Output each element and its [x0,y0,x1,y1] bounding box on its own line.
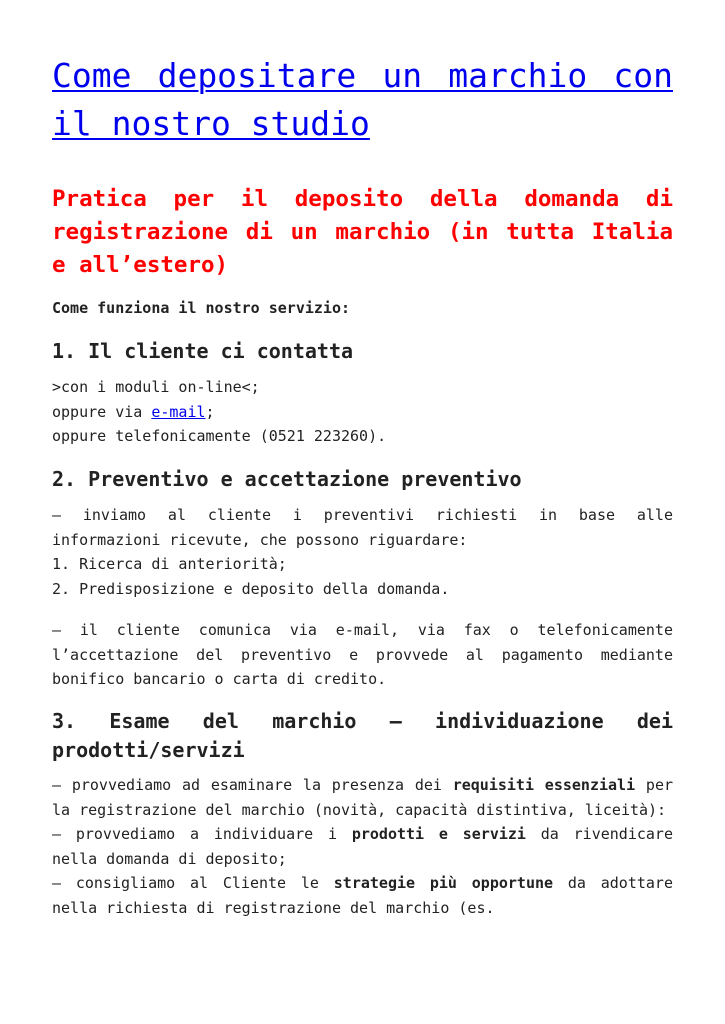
step1-line2 [52,400,673,425]
step3-a-bold: requisiti essenziali [452,776,636,794]
step3-item-c [52,871,673,920]
step1-text [52,375,673,449]
step1-line1: >con i moduli on-line<; [52,378,260,396]
step2-paragraph2: – il cliente comunica via e-mail, via fax o telefonicamente l’accettazione del preventivo e provvede al pagamento mediante bonifico bancario o carta di credito. [52,621,673,688]
step2-paragraph1 [52,503,673,601]
step3-b-suffix: da rivendicare nella domanda di deposito; [52,825,673,868]
step2-heading: 2. Preventivo e accettazione preventivo [52,467,522,491]
step3-b-prefix: – provvediamo a individuare i [52,825,352,843]
step3-paragraph [52,773,673,920]
step2-p1-item2: 2. Predisposizione e deposito della domanda. [52,579,450,598]
step3-item-a [52,773,673,822]
step3-c-suffix: da adottare nella richiesta di registrazione del marchio (es. [52,874,673,917]
step2-p1-line2: informazioni ricevute, che possono riguardare: [52,530,468,549]
step3-a-prefix: – provvediamo ad esaminare la presenza dei [52,776,453,794]
step2-p1-item1: 1. Ricerca di anteriorità; [52,555,287,573]
step3-item-b [52,822,673,871]
step1-heading: 1. Il cliente ci contatta [52,339,354,363]
step1-line3: oppure telefonicamente (0521 223260). [52,427,387,445]
step1-line2-suffix: ; [205,402,215,421]
step3-heading: 3. Esame del marchio – individuazione dei prodotti/servizi [52,709,673,762]
email-link[interactable]: e-mail [151,402,206,421]
step3-a-suffix: per la registrazione del marchio (novità, capacità distintiva, liceità): [52,776,674,819]
page-title [52,52,673,148]
step3-c-bold: strategie più opportune [333,874,554,892]
page-subtitle: Pratica per il deposito della domanda di registrazione di un marchio (in tutta Italia e all’estero) [52,186,673,278]
page-title-link[interactable]: Come depositare un marchio con il nostro studio [52,56,673,143]
step2-p1-line1: – inviamo al cliente i preventivi richiesti in base alle [52,506,673,524]
step1-line2-prefix: oppure via [52,402,152,421]
step3-c-prefix: – consigliamo al Cliente le [52,874,334,892]
step3-b-bold: prodotti e servizi [351,825,526,843]
service-intro: Come funziona il nostro servizio: [52,299,351,317]
